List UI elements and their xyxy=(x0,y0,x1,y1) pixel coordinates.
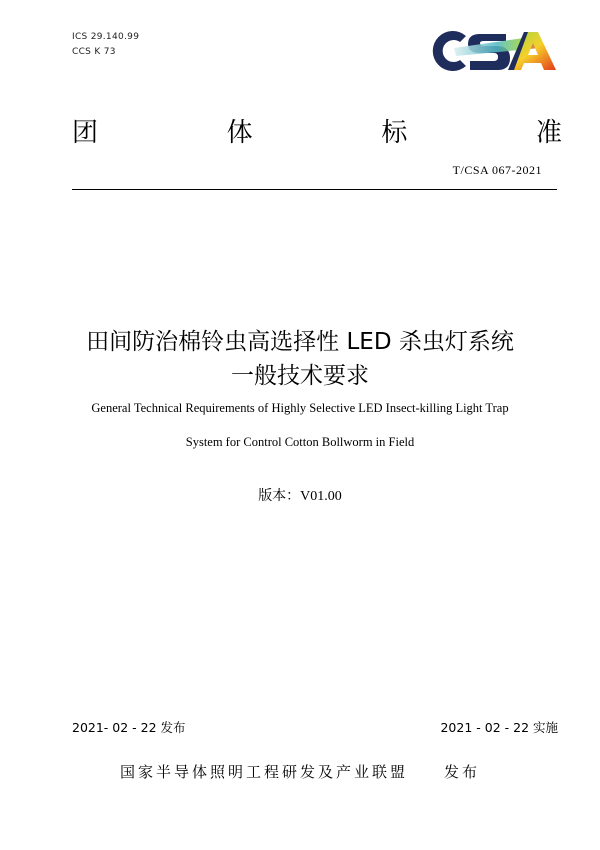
standard-type-char: 准 xyxy=(535,118,562,148)
title-cn-line2: 一般技术要求 xyxy=(231,363,369,389)
version-label: 版本：V01.00 xyxy=(258,489,342,504)
header-divider xyxy=(72,189,557,190)
implement-date: 2021 - 02 - 22 实施 xyxy=(440,720,558,735)
standard-type-heading xyxy=(72,112,562,149)
ics-code: ICS 29.140.99 xyxy=(72,32,140,42)
classification-codes xyxy=(72,30,139,60)
title-cn-line1: 田间防治棉铃虫高选择性 LED 杀虫灯系统 xyxy=(86,329,514,355)
publisher: 国家半导体照明工程研发及产业联盟 发布 xyxy=(119,763,480,781)
standard-number: T/CSA 067-2021 xyxy=(452,163,542,177)
csa-logo-icon xyxy=(428,26,558,74)
standard-type-char: 标 xyxy=(381,118,408,148)
standard-type-char: 团 xyxy=(72,118,99,148)
csa-logo xyxy=(428,26,558,74)
title-en-line2: System for Control Cotton Bollworm in Field xyxy=(185,435,415,449)
ccs-code: CCS K 73 xyxy=(72,47,116,57)
publish-date: 2021- 02 - 22 发布 xyxy=(72,720,186,735)
title-en-line1: General Technical Requirements of Highly Selective LED Insect-killing Light Trap xyxy=(91,401,509,415)
standard-type-char: 体 xyxy=(226,118,253,148)
